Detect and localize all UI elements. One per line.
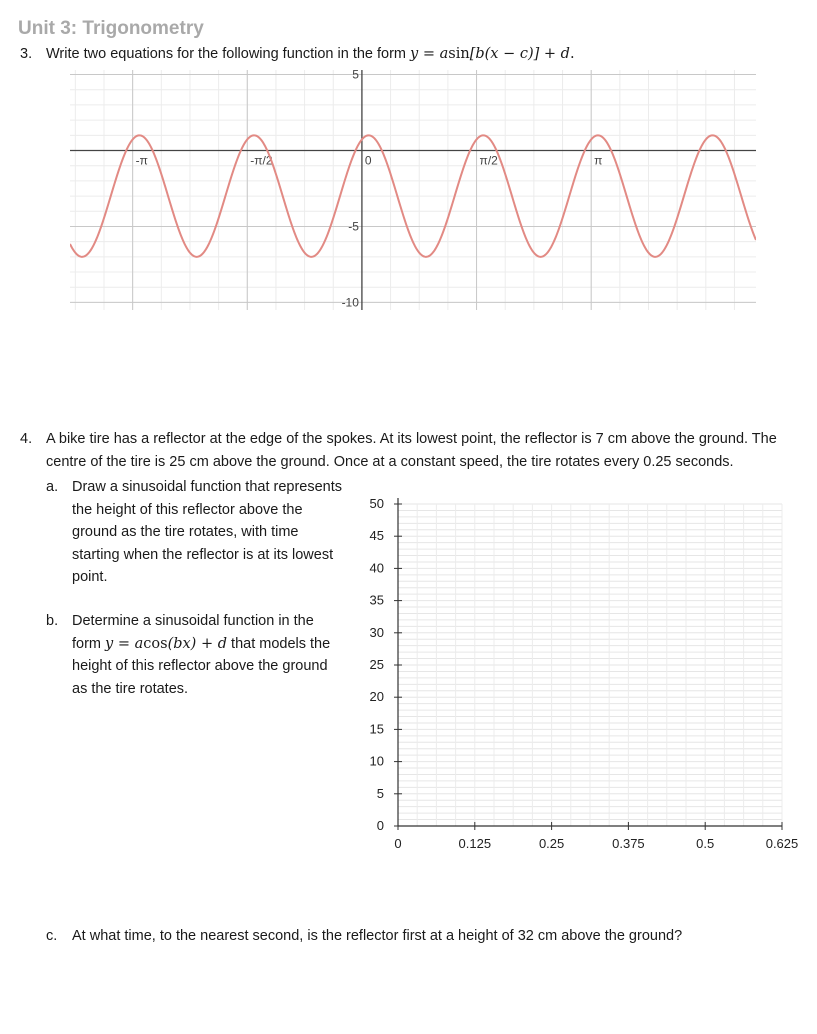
- x-tick-label: 0.25: [538, 836, 565, 851]
- part-a-text: Draw a sinusoidal function that represents the height of this reflector above the ground as the tire rotates, with time starting when the reflector is at its lowest point.: [72, 479, 343, 585]
- question-4-line-2: centre of the tire is 25 cm above the ground. Once at a constant speed, the tire rotates every 0.25 seconds.: [46, 454, 734, 470]
- y-tick-label: 25: [369, 657, 384, 672]
- question-4: [20, 428, 800, 474]
- x-tick-label: 0: [394, 836, 402, 851]
- y-tick-label: 35: [369, 592, 384, 608]
- sine-graph-grid: [70, 70, 756, 310]
- y-tick-label: 5: [376, 785, 384, 801]
- answer-grid-graph: [360, 490, 810, 860]
- y-tick-label: 50: [369, 496, 384, 511]
- y-tick-label: 10: [369, 753, 384, 769]
- y-tick-label: -10: [341, 295, 359, 310]
- y-tick-label: 45: [369, 528, 384, 544]
- y-tick-label: 30: [369, 624, 384, 640]
- sine-graph-tick-labels: [136, 70, 603, 309]
- x-tick-label: 0.625: [765, 836, 799, 851]
- part-b-text: Determine a sinusoidal function in the form y = acos(bx) + d that models the height of this reflector above the ground as the tire rotates.: [72, 613, 331, 697]
- part-c-label: c.: [46, 928, 58, 944]
- sine-graph-axes: [70, 70, 756, 310]
- part-c: [46, 925, 806, 949]
- y-tick-label: 40: [369, 560, 384, 576]
- part-a-label: a.: [46, 479, 59, 495]
- question-3-text: Write two equations for the following function in the form: [46, 46, 407, 62]
- x-tick-label: π/2: [479, 153, 498, 168]
- sine-graph: [70, 70, 756, 310]
- y-tick-label: 5: [352, 70, 359, 82]
- x-tick-label: 0.125: [458, 836, 492, 851]
- y-tick-label: 20: [369, 689, 384, 705]
- part-a: [46, 476, 356, 596]
- part-b-form: y = acos(bx) + d: [105, 635, 228, 652]
- answer-grid-axes: [394, 498, 782, 830]
- x-tick-label: π: [594, 153, 603, 168]
- x-tick-label: 0: [364, 153, 372, 168]
- y-tick-label: -5: [348, 219, 359, 234]
- part-c-text: At what time, to the nearest second, is the reflector first at a height of 32 cm above the ground?: [72, 928, 683, 944]
- question-4-number: 4.: [20, 431, 33, 447]
- answer-grid-lines: [398, 504, 782, 826]
- x-tick-label: -π: [135, 153, 148, 168]
- question-3: [20, 46, 575, 62]
- y-tick-label: 0: [376, 818, 384, 833]
- x-tick-label: -π/2: [250, 153, 273, 168]
- question-4-line-1: A bike tire has a reflector at the edge of the spokes. At its lowest point, the reflector is 7 cm above the ground. The: [46, 431, 777, 447]
- question-3-form: y = asin[b(x − c)] + d.: [410, 46, 575, 62]
- question-3-number: 3.: [20, 46, 33, 62]
- part-b: [46, 610, 356, 706]
- x-tick-label: 0.5: [696, 836, 715, 851]
- part-b-label: b.: [46, 613, 59, 629]
- unit-title: Unit 3: Trigonometry: [18, 18, 204, 39]
- y-tick-label: 15: [369, 721, 384, 737]
- x-tick-label: 0.375: [612, 836, 645, 851]
